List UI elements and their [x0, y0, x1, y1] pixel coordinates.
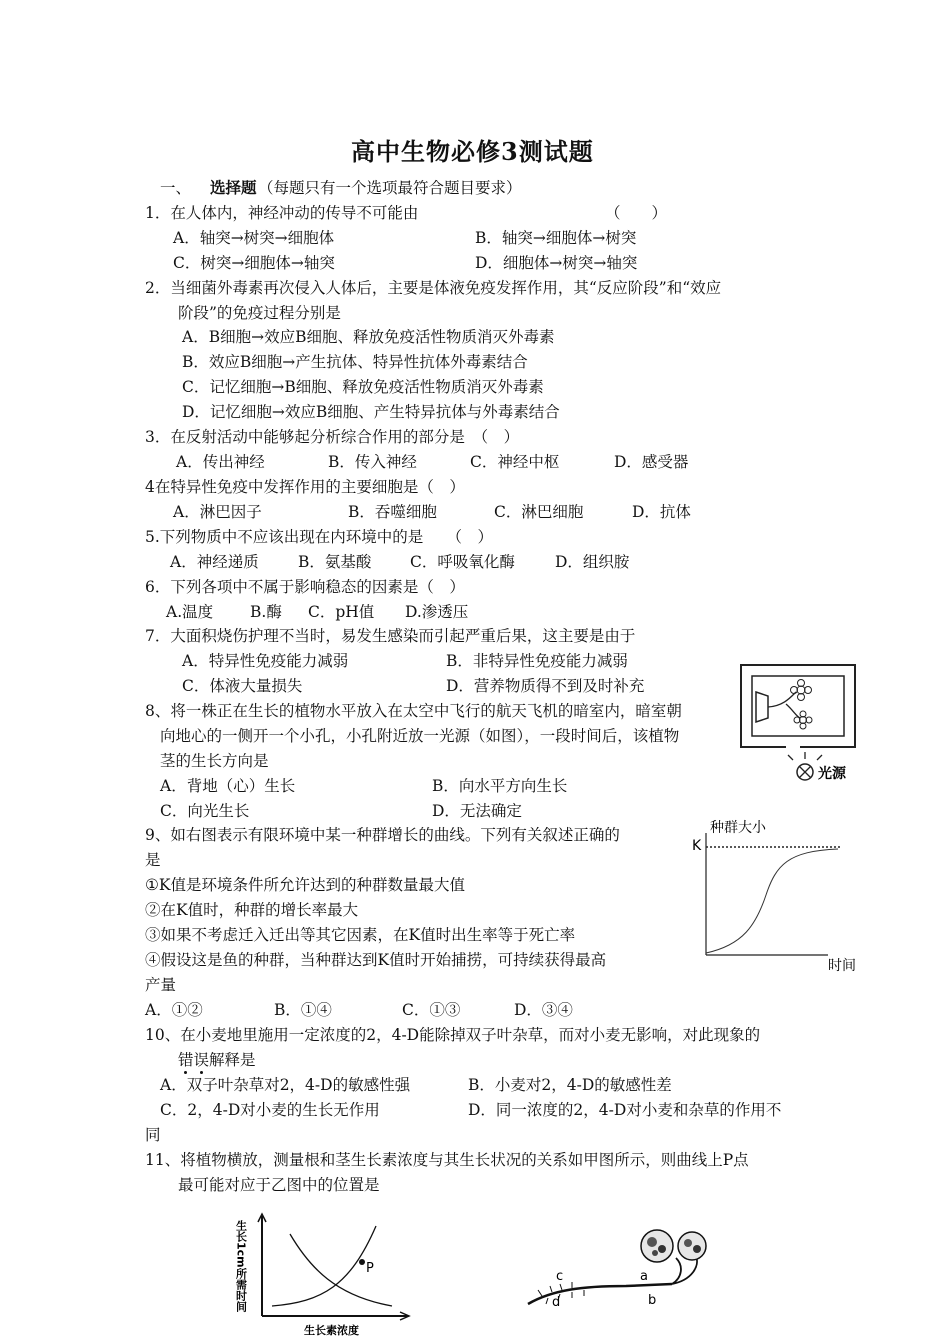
q11-graph-jia: [232, 1210, 422, 1342]
q9-option-d: D．③④: [514, 1001, 573, 1019]
q5-option-d: D．组织胺: [555, 553, 630, 571]
q1-option-b: B．轴突→细胞体→树突: [475, 229, 637, 247]
q3-option-a: A．传出神经: [176, 453, 265, 471]
q6-stem: 6．下列各项中不属于影响稳态的因素是（ ）: [145, 578, 465, 596]
q8-option-b: B．向水平方向生长: [432, 777, 568, 795]
q9-k-label: K: [692, 838, 702, 854]
q4-option-a: A．淋巴因子: [173, 503, 262, 521]
q8-stem-line3: 茎的生长方向是: [160, 752, 269, 770]
q1-stem: 1．在人体内，神经冲动的传导不可能由: [145, 204, 419, 222]
q5-option-c: C．呼吸氧化酶: [410, 553, 515, 571]
page-title: 高中生物必修3测试题: [351, 137, 594, 166]
q9-statement-2: ②在K值时，种群的增长率最大: [145, 901, 359, 919]
q6-option-b: B.酶: [250, 603, 282, 621]
section-note: （每题只有一个选项最符合题目要求）: [258, 179, 522, 197]
q2-option-c: C．记忆细胞→B细胞、释放免疫活性物质消灭外毒素: [182, 378, 544, 396]
section-name: 选择题: [210, 178, 257, 197]
light-source-label: 光源: [818, 766, 846, 782]
q2-option-b: B．效应B细胞→产生抗体、特异性抗体外毒素结合: [182, 353, 528, 371]
q6-option-a: A.温度: [166, 603, 214, 621]
q8-option-c: C．向光生长: [160, 802, 250, 820]
q9-y-axis-label: 种群大小: [710, 820, 766, 836]
q5-option-a: A．神经递质: [170, 553, 259, 571]
root-hairs: [538, 1282, 584, 1304]
q3-option-d: D．感受器: [614, 453, 689, 471]
q10-option-d-cont: 同: [145, 1126, 161, 1144]
q8-option-d: D．无法确定: [432, 802, 522, 820]
q11-x-axis-label: 生长素浓度: [304, 1324, 359, 1337]
plant-stem: [768, 692, 800, 718]
q9-growth-curve-figure: [688, 815, 868, 975]
emphasis-dot-2: [200, 1071, 203, 1074]
q9-statement-1: ①K值是环境条件所允许达到的种群数量最大值: [145, 876, 465, 894]
q10-stem-line2: 错误解释是: [178, 1051, 256, 1069]
q7-option-b: B．非特异性免疫能力减弱: [446, 652, 628, 670]
q9-option-b: B．①④: [274, 1001, 332, 1019]
q6-option-d: D.渗透压: [405, 603, 469, 621]
q11-stem-curve: [272, 1226, 376, 1306]
light-source-icon: [788, 752, 822, 780]
q10-option-c: C．2，4-D对小麦的生长无作用: [160, 1101, 380, 1119]
q1-option-c: C．树突→细胞体→轴突: [173, 254, 335, 272]
q7-option-a: A．特异性免疫能力减弱: [182, 652, 349, 670]
q11-point-p: [359, 1259, 365, 1265]
q9-option-a: A．①②: [145, 1001, 203, 1019]
q1-paren: （ ）: [605, 204, 668, 222]
plant-pot: [756, 692, 768, 722]
q4-option-d: D．抗体: [632, 503, 691, 521]
q10-stem-line1: 10、在小麦地里施用一定浓度的2，4-D能除掉双子叶杂草，而对小麦无影响，对此现象的: [145, 1026, 761, 1044]
q4-option-b: B．吞噬细胞: [348, 503, 437, 521]
q11-root-curve: [290, 1234, 392, 1306]
q7-option-d: D．营养物质得不到及时补充: [446, 677, 645, 695]
q1-option-d: D．细胞体→树突→轴突: [475, 254, 638, 272]
q11-stem-line2: 最可能对应于乙图中的位置是: [178, 1176, 380, 1194]
q2-option-d: D．记忆细胞→效应B细胞、产生特异抗体与外毒素结合: [182, 403, 560, 421]
q2-option-a: A．B细胞→效应B细胞、释放免疫活性物质消灭外毒素: [182, 328, 555, 346]
q11-p-label: P: [366, 1261, 374, 1276]
q9-stem-line1: 9、如右图表示有限环境中某一种群增长的曲线。下列有关叙述正确的: [145, 826, 620, 844]
q9-statement-4-cont: 产量: [145, 976, 177, 994]
q10-option-d: D．同一浓度的2，4-D对小麦和杂草的作用不: [468, 1101, 782, 1119]
point-label-b: b: [648, 1293, 657, 1308]
q8-option-a: A．背地（心）生长: [160, 777, 296, 795]
flower-head-right-icon: [678, 1232, 706, 1260]
q1-option-a: A．轴突→树突→细胞体: [173, 229, 335, 247]
q2-stem-line1: 2．当细菌外毒素再次侵入人体后，主要是体液免疫发挥作用，其“反应阶段”和“效应: [145, 279, 722, 297]
q10-option-b: B．小麦对2，4-D的敏感性差: [468, 1076, 672, 1094]
q9-statement-4: ④假设这是鱼的种群，当种群达到K值时开始捕捞，可持续获得最高: [145, 951, 607, 969]
dark-room-outer-wall: [741, 665, 855, 747]
q8-stem-line1: 8、将一株正在生长的植物水平放入在太空中飞行的航天飞机的暗室内，暗室朝: [145, 702, 682, 720]
q9-x-axis-label: 时间: [828, 958, 856, 974]
q2-stem-line2: 阶段”的免疫过程分别是: [178, 304, 341, 322]
q7-stem: 7．大面积烧伤护理不当时，易发生感染而引起严重后果，这主要是由于: [145, 627, 636, 645]
flower-bottom-icon: [794, 711, 812, 729]
emphasis-dot-1: [184, 1071, 187, 1074]
point-label-a: a: [640, 1269, 648, 1284]
q9-stem-line2: 是: [145, 851, 161, 869]
q9-s-curve: [706, 849, 838, 953]
hole-gap: [786, 744, 800, 750]
point-label-c: c: [556, 1269, 564, 1284]
q5-option-b: B．氨基酸: [298, 553, 372, 571]
q3-stem: 3．在反射活动中能够起分析综合作用的部分是 （ ）: [145, 428, 520, 446]
q7-option-c: C．体液大量损失: [182, 677, 303, 695]
q4-stem: 4在特异性免疫中发挥作用的主要细胞是（ ）: [145, 478, 465, 496]
q4-option-c: C．淋巴细胞: [494, 503, 584, 521]
flower-head-left-icon: [641, 1230, 673, 1262]
q11-stem-line1: 11、将植物横放，测量根和茎生长素浓度与其生长状况的关系如甲图所示，则曲线上P点: [145, 1151, 749, 1169]
q8-stem-line2: 向地心的一侧开一个小孔，小孔附近放一光源（如图），一段时间后，该植物: [160, 727, 680, 745]
q3-option-c: C．神经中枢: [470, 453, 560, 471]
q8-dark-room-figure: [738, 662, 860, 790]
flower-top-icon: [791, 680, 812, 701]
section-number: 一、: [160, 179, 192, 197]
q11-y-axis-label: 生长1cm所需时间: [234, 1220, 248, 1312]
q11-horizontal-plant-figure: [522, 1222, 722, 1322]
q9-option-c: C．①③: [402, 1001, 461, 1019]
q10-option-a: A．双子叶杂草对2，4-D的敏感性强: [160, 1076, 411, 1094]
point-label-d: d: [552, 1295, 561, 1310]
q6-option-c: C．pH值: [308, 603, 375, 621]
q3-option-b: B．传入神经: [328, 453, 417, 471]
q9-statement-3: ③如果不考虑迁入迁出等其它因素，在K值时出生率等于死亡率: [145, 926, 576, 944]
q5-stem: 5.下列物质中不应该出现在内环境中的是 （ ）: [145, 528, 494, 546]
